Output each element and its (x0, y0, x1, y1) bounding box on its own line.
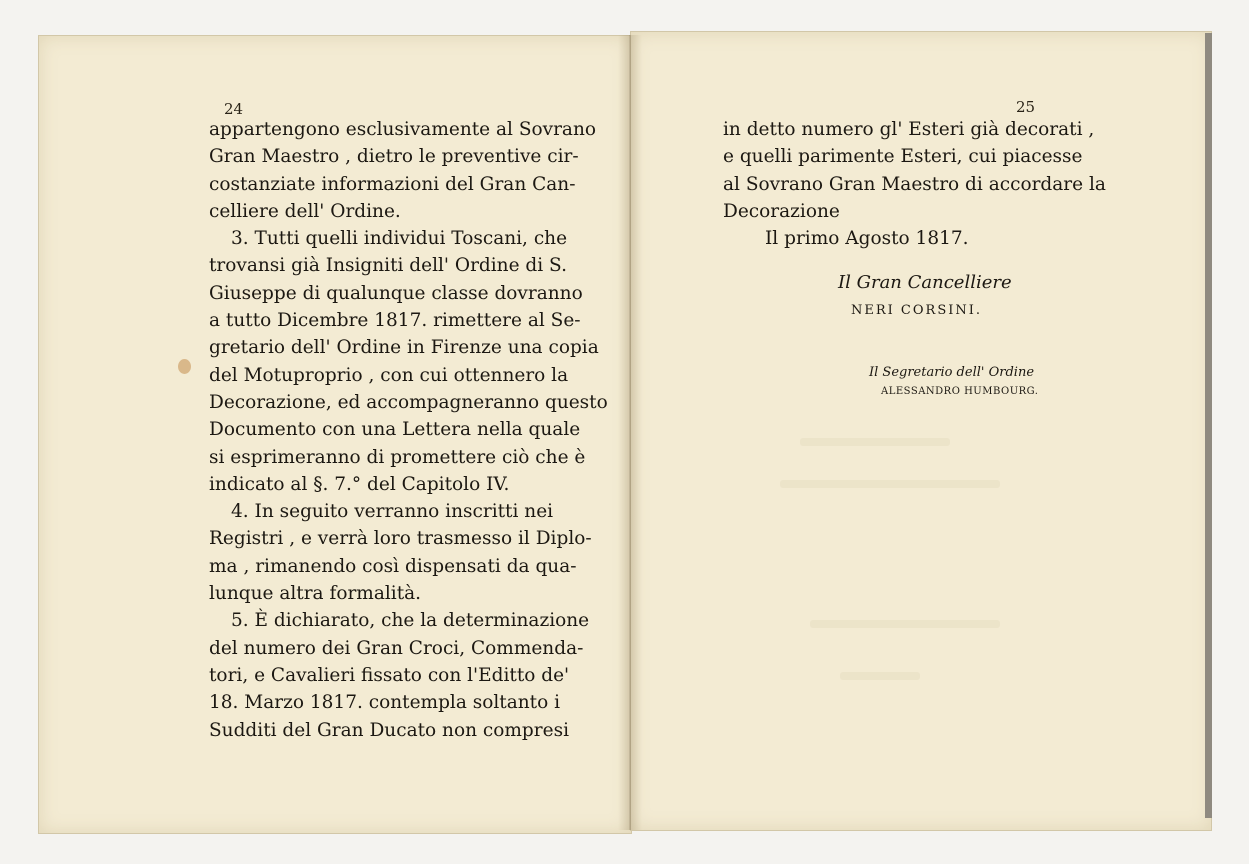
chancellor-name: NERI CORSINI. (851, 303, 982, 318)
book-gutter (618, 35, 642, 830)
text-line: in detto numero gl' Esteri già decorati , (723, 119, 1095, 140)
text-line: Sudditi del Gran Ducato non compresi (209, 719, 569, 741)
text-line: lunque altra formalità. (209, 583, 422, 605)
bleed-through-mark (840, 672, 920, 680)
text-line: trovansi già Insigniti dell' Ordine di S. (209, 255, 567, 277)
page-edge-shadow (1205, 33, 1212, 818)
chancellor-title: Il Gran Cancelliere (838, 272, 1012, 293)
bleed-through-mark (780, 480, 1000, 488)
right-page-number: 25 (1016, 98, 1036, 116)
text-line: ma , rimanendo così dispensati da qua- (209, 555, 577, 577)
text-line: 5. È dichiarato, che la determinazione (231, 610, 590, 632)
text-line: celliere dell' Ordine. (209, 200, 401, 222)
text-line: a tutto Dicembre 1817. rimettere al Se- (209, 310, 581, 332)
secretary-title: Il Segretario dell' Ordine (869, 365, 1035, 380)
text-line: costanziate informazioni del Gran Can- (209, 173, 576, 195)
text-line: Gran Maestro , dietro le preventive cir- (209, 146, 579, 168)
text-line: appartengono esclusivamente al Sovrano (209, 119, 597, 140)
text-line: e quelli parimente Esteri, cui piacesse (723, 146, 1083, 168)
bleed-through-mark (810, 620, 1000, 628)
text-line: Registri , e verrà loro trasmesso il Diplo- (209, 528, 592, 550)
text-line: gretario dell' Ordine in Firenze una copia (209, 337, 599, 359)
left-page-number: 24 (224, 100, 244, 118)
bleed-through-mark (800, 438, 950, 446)
text-line: Decorazione, ed accompagneranno questo (209, 391, 608, 413)
text-line: tori, e Cavalieri fissato con l'Editto de' (209, 664, 570, 686)
date-line: Il primo Agosto 1817. (765, 228, 969, 249)
text-line: Decorazione (723, 200, 840, 222)
text-line: al Sovrano Gran Maestro di accordare la (723, 173, 1106, 195)
secretary-name: ALESSANDRO HUMBOURG. (881, 386, 1039, 397)
text-line: del numero dei Gran Croci, Commenda- (209, 637, 584, 659)
text-line: Documento con una Lettera nella quale (209, 419, 581, 441)
left-page-text (209, 116, 608, 744)
paper-stain (178, 359, 191, 374)
text-line: 3. Tutti quelli individui Toscani, che (231, 228, 568, 250)
text-line: 4. In seguito verranno inscritti nei (231, 501, 554, 523)
text-line: 18. Marzo 1817. contempla soltanto i (209, 692, 561, 714)
text-line: indicato al §. 7.° del Capitolo IV. (209, 473, 510, 495)
right-page-text (723, 116, 1106, 225)
text-line: Giuseppe di qualunque classe dovranno (209, 282, 583, 304)
text-line: si esprimeranno di promettere ciò che è (209, 446, 586, 468)
text-line: del Motuproprio , con cui ottennero la (209, 364, 569, 386)
